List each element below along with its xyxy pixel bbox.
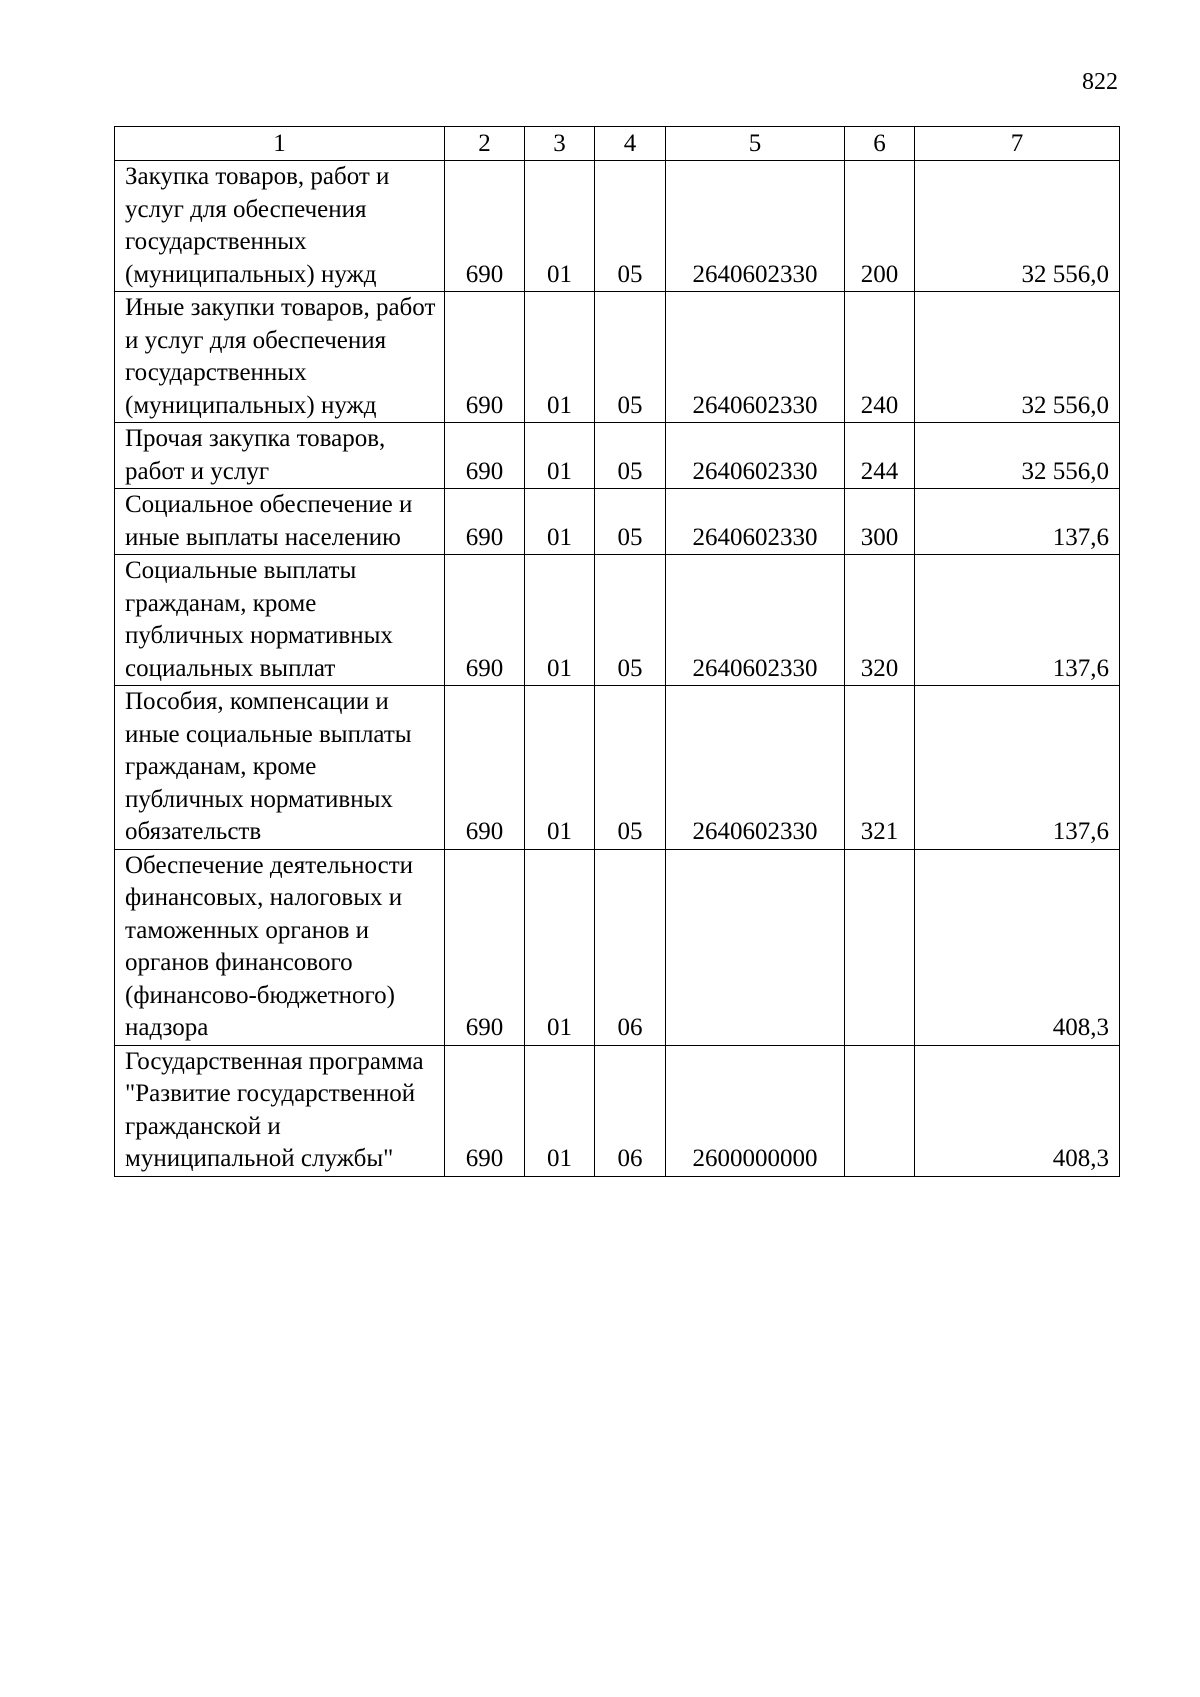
- row-code-4: 05: [595, 686, 666, 850]
- row-code-5: 2640602330: [666, 292, 845, 423]
- row-code-6: [845, 849, 915, 1045]
- row-name: Прочая закупка товаров, работ и услуг: [115, 423, 445, 489]
- row-code-4: 05: [595, 555, 666, 686]
- table-row: [115, 292, 1120, 423]
- row-code-6: 321: [845, 686, 915, 850]
- row-code-6: 320: [845, 555, 915, 686]
- row-name: Иные закупки товаров, работ и услуг для обеспечения государственных (муниципальных) нужд: [115, 292, 445, 423]
- row-name: Обеспечение деятельности финансовых, налоговых и таможенных органов и органов финансового (финансово-бюджетного) надзора: [115, 849, 445, 1045]
- table-row: [115, 686, 1120, 850]
- row-code-4: 06: [595, 1045, 666, 1176]
- table-row: [115, 849, 1120, 1045]
- row-code-5: 2640602330: [666, 161, 845, 292]
- row-amount: 32 556,0: [915, 423, 1120, 489]
- row-amount: 137,6: [915, 489, 1120, 555]
- row-code-6: 300: [845, 489, 915, 555]
- table-row: [115, 1045, 1120, 1176]
- header-col-2: 2: [445, 127, 525, 161]
- table-row: [115, 489, 1120, 555]
- page-number: 822: [1082, 69, 1118, 95]
- row-code-4: 05: [595, 161, 666, 292]
- row-code-3: 01: [525, 161, 595, 292]
- row-code-5: 2640602330: [666, 686, 845, 850]
- budget-table: [114, 126, 1120, 1177]
- row-amount: 408,3: [915, 1045, 1120, 1176]
- row-code-3: 01: [525, 849, 595, 1045]
- row-code-2: 690: [445, 555, 525, 686]
- header-row: [115, 127, 1120, 161]
- table-header: [115, 127, 1120, 161]
- table-body: [115, 161, 1120, 1177]
- row-amount: 32 556,0: [915, 161, 1120, 292]
- row-code-6: 244: [845, 423, 915, 489]
- header-col-7: 7: [915, 127, 1120, 161]
- row-amount: 137,6: [915, 686, 1120, 850]
- header-col-4: 4: [595, 127, 666, 161]
- row-code-4: 06: [595, 849, 666, 1045]
- row-amount: 408,3: [915, 849, 1120, 1045]
- row-code-5: 2640602330: [666, 423, 845, 489]
- row-code-4: 05: [595, 292, 666, 423]
- header-col-5: 5: [666, 127, 845, 161]
- row-code-5: [666, 849, 845, 1045]
- row-code-3: 01: [525, 555, 595, 686]
- table-row: [115, 423, 1120, 489]
- row-name: Пособия, компенсации и иные социальные выплаты гражданам, кроме публичных нормативных обязательств: [115, 686, 445, 850]
- row-code-5: 2600000000: [666, 1045, 845, 1176]
- table-row: [115, 161, 1120, 292]
- row-code-6: 240: [845, 292, 915, 423]
- row-code-2: 690: [445, 1045, 525, 1176]
- row-code-2: 690: [445, 849, 525, 1045]
- table-row: [115, 555, 1120, 686]
- row-code-2: 690: [445, 292, 525, 423]
- row-name: Государственная программа "Развитие государственной гражданской и муниципальной службы": [115, 1045, 445, 1176]
- row-code-6: [845, 1045, 915, 1176]
- header-col-3: 3: [525, 127, 595, 161]
- row-code-4: 05: [595, 423, 666, 489]
- row-code-3: 01: [525, 1045, 595, 1176]
- row-code-3: 01: [525, 292, 595, 423]
- row-code-4: 05: [595, 489, 666, 555]
- row-amount: 32 556,0: [915, 292, 1120, 423]
- row-code-3: 01: [525, 423, 595, 489]
- row-code-5: 2640602330: [666, 489, 845, 555]
- row-name: Закупка товаров, работ и услуг для обеспечения государственных (муниципальных) нужд: [115, 161, 445, 292]
- row-code-2: 690: [445, 423, 525, 489]
- row-code-3: 01: [525, 686, 595, 850]
- row-code-5: 2640602330: [666, 555, 845, 686]
- row-code-3: 01: [525, 489, 595, 555]
- row-name: Социальное обеспечение и иные выплаты населению: [115, 489, 445, 555]
- row-name: Социальные выплаты гражданам, кроме публичных нормативных социальных выплат: [115, 555, 445, 686]
- row-code-2: 690: [445, 686, 525, 850]
- row-code-6: 200: [845, 161, 915, 292]
- header-col-6: 6: [845, 127, 915, 161]
- row-amount: 137,6: [915, 555, 1120, 686]
- header-col-1: 1: [115, 127, 445, 161]
- row-code-2: 690: [445, 489, 525, 555]
- row-code-2: 690: [445, 161, 525, 292]
